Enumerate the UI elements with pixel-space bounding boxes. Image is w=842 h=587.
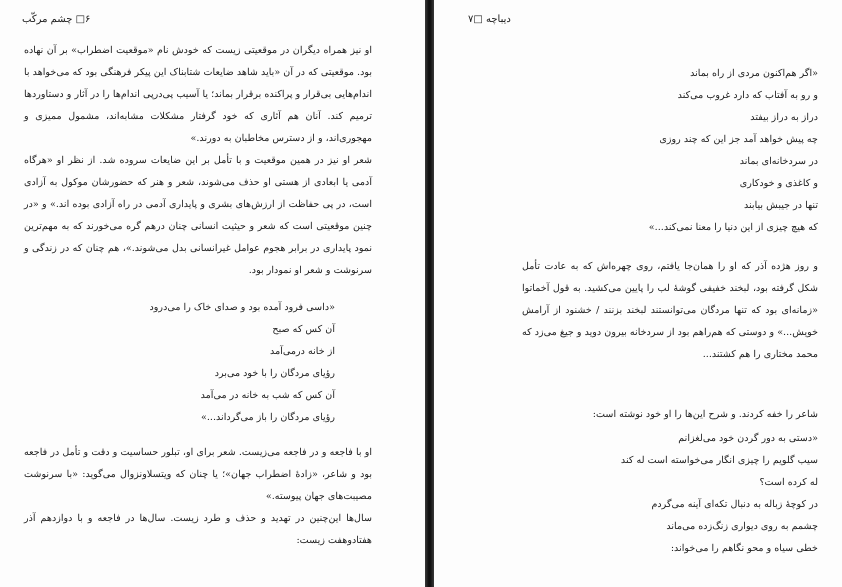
- poem-line: چشمم به روی دیواری زنگ‌زده می‌ماند: [666, 521, 818, 532]
- paragraph: شاعر را خفه کردند. و شرح این‌ها را او خود نوشته است:: [592, 409, 818, 420]
- book-spine: [425, 0, 434, 587]
- poem-line: خطی سیاه و محو نگاهم را می‌خواند:: [670, 543, 818, 554]
- poem-line: و رو به آفتاب که دارد غروب می‌کند: [677, 90, 818, 101]
- page-number: ۶: [85, 14, 91, 25]
- poem-line: در کوچهٔ زباله به دنبال تکه‌ای آینه می‌گردم: [651, 499, 818, 510]
- paragraph: شعر او نیز در همین موقعیت و با تأمل بر این ضایعات سروده شد. از نظر او «هرگاه آدمی یا ابعادی از هستی او حذف می‌شوند، شعر و هنر که حضورشان موکول به آزادی است، در پی حفاظت از ارزش‌های بشری و پایداری آدمی در راه آزادی بوده اند.» و «در چنین موقعیتی است که شعر و حیثیت انسانی چنان درهم گره می‌خورند که به مهم‌ترین نمود پایداری در برابر هجوم عوامل غیرانسانی بدل می‌شوند.»، هم چنان که در زندگی و سرنوشت و شعر او نمودار بود.: [24, 155, 372, 276]
- running-title: چشم مرکّب: [22, 14, 73, 25]
- poem-line: له کرده است؟: [759, 477, 818, 488]
- poem-line: از خانه درمی‌آمد: [270, 346, 335, 357]
- poem-block: [150, 297, 335, 429]
- poem-block: [649, 63, 818, 239]
- poem-line: چه پیش خواهد آمد جز این که چند روزی: [659, 134, 818, 145]
- paragraph: او با فاجعه و در فاجعه می‌زیست. شعر برای او، تبلور حساسیت و دقت و تأمل در فاجعه بود و شاعر، «زادهٔ اضطراب جهان»؛ یا چنان که ویتسلاونزوال می‌گوید: «با سرنوشت مصیبت‌های جهان پیوسته.»: [24, 447, 372, 502]
- paragraph: و روز هژده آذر که او را همان‌جا یافتم، روی چهره‌اش که به عادت تأمل شکل گرفته بود، لبخند خفیفی گوشهٔ لب را پایین می‌کشید. به قول آخماتوا «زمانه‌ای بود که تنها مردگان می‌توانستند لبخند بزنند / خشنود از آرامش خویش...» و دوستی که هم‌راهم بود از سردخانه بیرون دوید و جیغ می‌زد که محمد مختاری را هم کشتند...: [522, 261, 818, 360]
- poem-line: و کاغذی و خودکاری: [739, 178, 818, 189]
- poem-line: آن کس که صبح: [272, 324, 335, 335]
- page-number: ۷: [468, 14, 474, 25]
- running-title: دیباچه: [486, 14, 511, 25]
- box-glyph: □: [75, 14, 86, 25]
- poem-block: [621, 428, 818, 560]
- poem-line: در سردخانه‌ای بماند: [739, 156, 818, 167]
- poem-line: تنها در جیبش بیابند: [743, 200, 818, 211]
- left-page-header: [22, 14, 90, 25]
- poem-line: «دستی به دور گردن خود می‌لغزانم: [678, 433, 818, 444]
- poem-line: «داسی فرود آمده بود و صدای خاک را می‌درود: [149, 302, 335, 313]
- box-glyph: □: [473, 14, 483, 25]
- poem-line: که هیچ چیزی از این دنیا را معنا نمی‌کند...»: [648, 222, 818, 233]
- paragraph: او نیز همراه دیگران در موقعیتی زیست که خودش نام «موقعیت اضطراب» بر آن نهاده بود. موقعیتی که در آن «باید شاهد ضایعات شتابناک این پیکر فرهنگی بود که می‌خواهد با اندام‌هایی بی‌قرار و پراکنده برقرار بماند؛ یا آسیب پی‌درپی اندام‌ها را در آثار و دستاوردها ترمیم کند. آنان هم آثاری که خود گرفتار مشکلات مشابه‌اند، مشمول ممیزی و مهجوری‌اند، و از دسترس مخاطبان به دورند.»: [24, 45, 372, 144]
- poem-line: آن کس که شب به خانه در می‌آمد: [200, 390, 335, 401]
- right-page: [434, 0, 842, 587]
- poem-line: دراز به دراز بیفتد: [750, 112, 818, 123]
- poem-line: «اگر هم‌اکنون مردی از راه بماند: [690, 68, 818, 79]
- poem-line: رؤیای مردگان را با خود می‌برد: [214, 368, 335, 379]
- poem-line: سیب گلویم را چیزی انگار می‌خواسته است له کند: [620, 455, 818, 466]
- paragraph: سال‌ها این‌چنین در تهدید و حذف و طرد زیست. سال‌ها در فاجعه و با دوازدهم آذر هفتادوهفت زیست:: [24, 513, 372, 546]
- right-page-header: [468, 14, 511, 25]
- poem-line: رؤیای مردگان را باز می‌گرداند...»: [201, 412, 335, 423]
